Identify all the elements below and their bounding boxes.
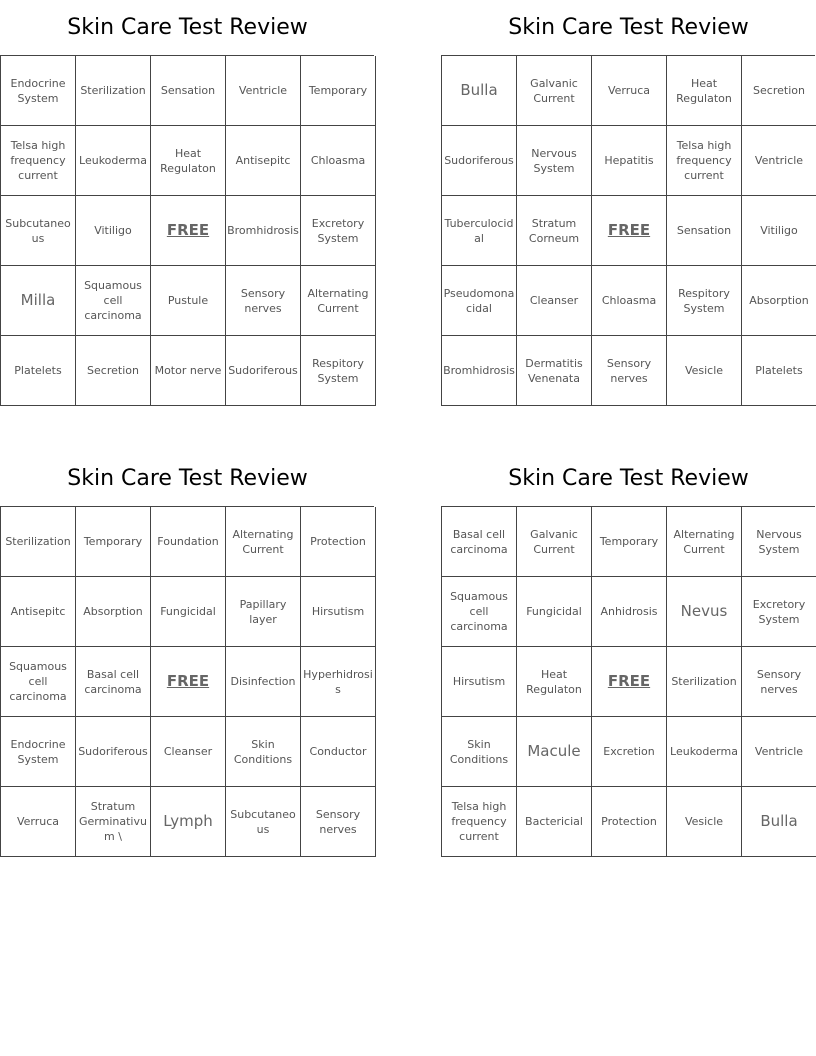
- bingo-cell: Sterilization: [76, 56, 151, 126]
- free-space: FREE: [151, 196, 226, 266]
- bingo-cell: Conductor: [301, 717, 376, 787]
- bingo-cell: Subcutaneous: [226, 787, 301, 857]
- bingo-grid: [0, 506, 374, 857]
- bingo-cell: Sudoriferous: [76, 717, 151, 787]
- bingo-cell: Ventricle: [226, 56, 301, 126]
- free-space: FREE: [592, 196, 667, 266]
- bingo-cell: Stratum Germinativum \: [76, 787, 151, 857]
- bingo-cell: Chloasma: [301, 126, 376, 196]
- bingo-cell: Excretory System: [301, 196, 376, 266]
- bingo-cell: Squamous cell carcinoma: [1, 647, 76, 717]
- bingo-cell: Absorption: [76, 577, 151, 647]
- bingo-cell: Sensory nerves: [301, 787, 376, 857]
- bingo-cell: Sensation: [667, 196, 742, 266]
- bingo-cell: Nervous System: [742, 507, 816, 577]
- bingo-cell: Chloasma: [592, 266, 667, 336]
- bingo-cell: Protection: [301, 507, 376, 577]
- bingo-cell: Cleanser: [151, 717, 226, 787]
- bingo-cell: Sensory nerves: [226, 266, 301, 336]
- bingo-cell: Anhidrosis: [592, 577, 667, 647]
- bingo-grid: [441, 55, 815, 406]
- bingo-cell: Vitiligo: [742, 196, 816, 266]
- bingo-cell: Excretory System: [742, 577, 816, 647]
- bingo-card-2: [441, 0, 816, 406]
- bingo-cell: Absorption: [742, 266, 816, 336]
- bingo-cell: Vesicle: [667, 336, 742, 406]
- bingo-cell: Sterilization: [1, 507, 76, 577]
- bingo-cell: Bromhidrosis: [226, 196, 301, 266]
- bingo-cell: Dermatitis Venenata: [517, 336, 592, 406]
- bingo-cell: Macule: [517, 717, 592, 787]
- bingo-cell: Respitory System: [301, 336, 376, 406]
- bingo-cell: Cleanser: [517, 266, 592, 336]
- card-title: Skin Care Test Review: [508, 466, 749, 491]
- bingo-cell: Hepatitis: [592, 126, 667, 196]
- bingo-cell: Alternating Current: [226, 507, 301, 577]
- card-title: Skin Care Test Review: [67, 15, 308, 40]
- bingo-cell: Skin Conditions: [442, 717, 517, 787]
- bingo-cell: Fungicidal: [151, 577, 226, 647]
- bingo-cell: Verruca: [1, 787, 76, 857]
- bingo-cell: Heat Regulaton: [151, 126, 226, 196]
- bingo-cell: Sensory nerves: [742, 647, 816, 717]
- bingo-cell: Sterilization: [667, 647, 742, 717]
- bingo-cell: Platelets: [742, 336, 816, 406]
- bingo-cell: Alternating Current: [301, 266, 376, 336]
- bingo-cell: Vesicle: [667, 787, 742, 857]
- bingo-cell: Heat Regulaton: [667, 56, 742, 126]
- bingo-cell: Telsa high frequency current: [1, 126, 76, 196]
- bingo-cell: Pseudomonacidal: [442, 266, 517, 336]
- bingo-cell: Heat Regulaton: [517, 647, 592, 717]
- bingo-cell: Antisepitc: [1, 577, 76, 647]
- bingo-card-3: [0, 451, 375, 857]
- bingo-cell: Hyperhidrosis: [301, 647, 376, 717]
- bingo-cell: Temporary: [301, 56, 376, 126]
- bingo-cell: Sensation: [151, 56, 226, 126]
- bingo-cell: Excretion: [592, 717, 667, 787]
- bingo-cell: Bulla: [742, 787, 816, 857]
- card-title: Skin Care Test Review: [67, 466, 308, 491]
- bingo-cell: Papillary layer: [226, 577, 301, 647]
- bingo-cell: Respitory System: [667, 266, 742, 336]
- free-space: FREE: [151, 647, 226, 717]
- bingo-cell: Bulla: [442, 56, 517, 126]
- bingo-cell: Squamous cell carcinoma: [76, 266, 151, 336]
- card-title: Skin Care Test Review: [508, 15, 749, 40]
- bingo-cell: Basal cell carcinoma: [76, 647, 151, 717]
- bingo-cell: Protection: [592, 787, 667, 857]
- bingo-cell: Fungicidal: [517, 577, 592, 647]
- bingo-cell: Verruca: [592, 56, 667, 126]
- bingo-cell: Motor nerve: [151, 336, 226, 406]
- bingo-cell: Sensory nerves: [592, 336, 667, 406]
- bingo-cell: Alternating Current: [667, 507, 742, 577]
- bingo-cell: Secretion: [76, 336, 151, 406]
- bingo-cell: Nervous System: [517, 126, 592, 196]
- bingo-cell: Tuberculocidal: [442, 196, 517, 266]
- bingo-cell: Temporary: [76, 507, 151, 577]
- bingo-cell: Galvanic Current: [517, 507, 592, 577]
- bingo-cell: Bromhidrosis: [442, 336, 517, 406]
- bingo-cell: Hirsutism: [301, 577, 376, 647]
- bingo-cell: Bactericial: [517, 787, 592, 857]
- bingo-cell: Leukoderma: [667, 717, 742, 787]
- bingo-cell: Vitiligo: [76, 196, 151, 266]
- bingo-cell: Disinfection: [226, 647, 301, 717]
- bingo-cell: Ventricle: [742, 717, 816, 787]
- bingo-cell: Squamous cell carcinoma: [442, 577, 517, 647]
- bingo-cell: Foundation: [151, 507, 226, 577]
- bingo-cell: Sudoriferous: [442, 126, 517, 196]
- bingo-cell: Sudoriferous: [226, 336, 301, 406]
- bingo-cell: Telsa high frequency current: [667, 126, 742, 196]
- bingo-cell: Platelets: [1, 336, 76, 406]
- bingo-cell: Pustule: [151, 266, 226, 336]
- bingo-cell: Galvanic Current: [517, 56, 592, 126]
- bingo-cell: Secretion: [742, 56, 816, 126]
- bingo-cell: Endocrine System: [1, 56, 76, 126]
- bingo-cell: Endocrine System: [1, 717, 76, 787]
- bingo-cell: Ventricle: [742, 126, 816, 196]
- bingo-cell: Hirsutism: [442, 647, 517, 717]
- bingo-cell: Basal cell carcinoma: [442, 507, 517, 577]
- bingo-cell: Subcutaneous: [1, 196, 76, 266]
- bingo-cell: Stratum Corneum: [517, 196, 592, 266]
- bingo-card-1: [0, 0, 375, 406]
- bingo-cell: Leukoderma: [76, 126, 151, 196]
- bingo-card-4: [441, 451, 816, 857]
- bingo-grid: [0, 55, 374, 406]
- bingo-cell: Temporary: [592, 507, 667, 577]
- bingo-cell: Skin Conditions: [226, 717, 301, 787]
- bingo-cell: Antisepitc: [226, 126, 301, 196]
- free-space: FREE: [592, 647, 667, 717]
- bingo-grid: [441, 506, 815, 857]
- bingo-cell: Telsa high frequency current: [442, 787, 517, 857]
- bingo-cell: Nevus: [667, 577, 742, 647]
- bingo-cell: Lymph: [151, 787, 226, 857]
- bingo-cell: Milla: [1, 266, 76, 336]
